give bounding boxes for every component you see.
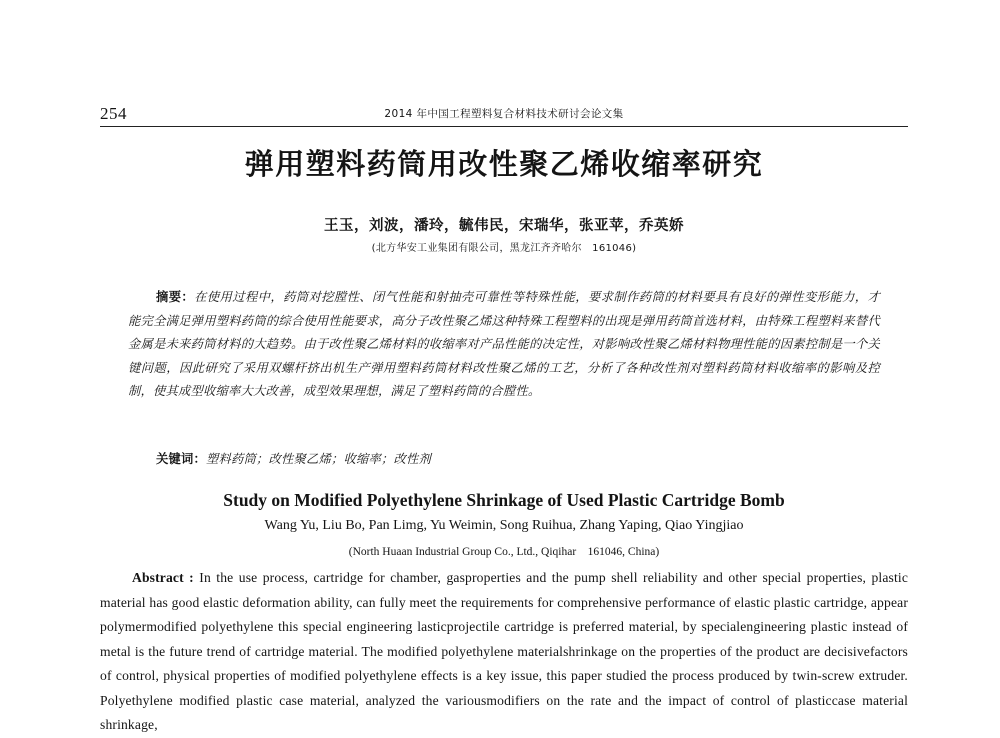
abstract-en-label: Abstract : xyxy=(132,570,194,585)
journal-title: 2014 年中国工程塑料复合材料技术研讨会论文集 xyxy=(384,108,624,120)
keywords-cn xyxy=(156,449,876,467)
affiliation-cn: (北方华安工业集团有限公司，黑龙江齐齐哈尔 161046) xyxy=(371,243,637,254)
abstract-cn-text: 在使用过程中，药筒对挖膛性、闭气性能和射抽壳可靠性等特殊性能，要求制作药筒的材料要具有良好的弹性变形能力，才能完全满足弹用塑料药筒的综合使用性能要求，高分子改性聚乙烯这种特殊工程塑料的出现是弹用药筒首选材料，由特殊工程塑料来替代金属是未来药筒材料的大趋势。由于改性聚乙烯材料的收缩率对产品性能的决定性，对影响改性聚乙烯材料物理性能的因素控制是一个关键问题，因此研究了采用双螺杆挤出机生产弹用塑料药筒材料改性聚乙烯的工艺，分析了各种改性剂对塑料药筒材料收缩率的影响及控制，使其成型收缩率大大改善，成型效果理想，满足了塑料药筒的合膛性。 xyxy=(128,290,880,399)
abstract-en xyxy=(100,566,908,738)
abstract-en-text: In the use process, cartridge for chamber, gasproperties and the pump shell reliability and other special properties, plastic material has good elastic deformation ability, can fully meet the requirements for comprehensive performance of elastic plastic cartridge, appear polymermodified polyethylene this special engineering lasticprojectile cartridge is preferred material, by specialengineering plastic instead of metal is the future trend of cartridge material. The modified polyethylene materialshrinkage on the properties of the product are decisivefactors of control, physical properties of modified polyethylene effects is a key issue, this paper studied the process produced by twin-screw extruder. Polyethylene modified plastic case material, analyzed the variousmodifiers on the rate and the impact of control of plasticcase material shrinkage, xyxy=(100,570,908,732)
running-header xyxy=(100,100,908,127)
keywords-cn-text: 塑料药筒；改性聚乙烯；收缩率；改性剂 xyxy=(206,452,431,466)
authors-cn: 王玉，刘波，潘玲，毓伟民，宋瑞华，张亚苹，乔英娇 xyxy=(324,218,684,234)
paper-title-cn: 弹用塑料药筒用改性聚乙烯收缩率研究 xyxy=(244,147,764,181)
authors-en: Wang Yu, Liu Bo, Pan Limg, Yu Weimin, Song Ruihua, Zhang Yaping, Qiao Yingjiao xyxy=(264,518,744,533)
abstract-cn-label: 摘要： xyxy=(156,290,195,304)
paper-title-en: Study on Modified Polyethylene Shrinkage of Used Plastic Cartridge Bomb xyxy=(223,490,785,510)
abstract-cn xyxy=(128,286,880,404)
affiliation-en: (North Huaan Industrial Group Co., Ltd., Qiqihar 161046, China) xyxy=(348,546,660,558)
page-number: 254 xyxy=(100,104,127,123)
keywords-cn-label: 关键词： xyxy=(156,452,206,466)
